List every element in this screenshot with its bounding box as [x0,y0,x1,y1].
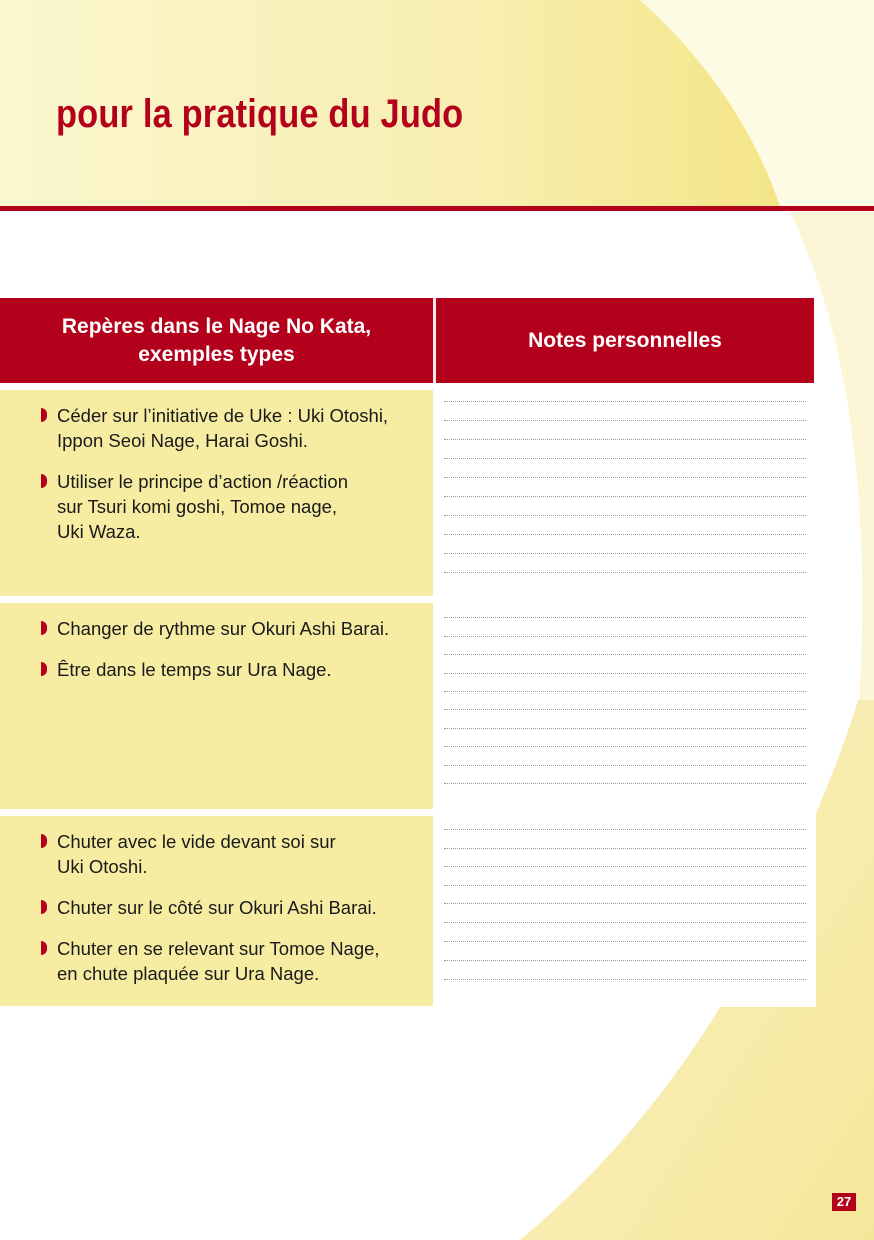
note-line [444,636,806,637]
note-line [444,848,806,849]
column-header-reperes [0,298,433,383]
note-line [444,496,806,497]
column-header-notes-text: Notes personnelles [528,328,722,352]
note-line [444,553,806,554]
bullet-marker-icon [41,621,47,635]
note-line [444,420,806,421]
bullet-marker-icon [41,474,47,488]
note-line [444,654,806,655]
list-item [40,829,423,879]
note-line [444,765,806,766]
table-row-3-notes[interactable] [436,813,816,1007]
list-item [40,403,423,453]
list-item [40,657,423,682]
bullet-marker-icon [41,834,47,848]
page-number: 27 [832,1193,856,1211]
note-line [444,534,806,535]
list-item [40,936,423,986]
note-line [444,401,806,402]
list-item-text: Chuter sur le côté sur Okuri Ashi Barai. [57,897,377,918]
list-item-text: Céder sur l’initiative de Uke : Uki Otoshi, Ippon Seoi Nage, Harai Goshi. [57,405,389,451]
list-item-text: Changer de rythme sur Okuri Ashi Barai. [57,618,390,639]
table-row-1-notes[interactable] [436,383,816,603]
list-item [40,895,423,920]
table-row-1-reperes [0,390,433,596]
note-line [444,746,806,747]
list-item-text: Chuter en se relevant sur Tomoe Nage, en chute plaquée sur Ura Nage. [57,938,380,984]
note-line [444,439,806,440]
list-item-text: Être dans le temps sur Ura Nage. [57,659,332,680]
note-line [444,515,806,516]
table-row-3-reperes [0,816,433,1006]
note-line [444,709,806,710]
note-line [444,829,806,830]
note-line [444,885,806,886]
note-line [444,922,806,923]
list-item-text: Utiliser le principe d’action /réaction sur Tsuri komi goshi, Tomoe nage, Uki Waza. [57,471,348,542]
title-divider [0,206,874,211]
page-title: pour la pratique du Judo [56,92,464,136]
note-line [444,903,806,904]
bullet-marker-icon [41,408,47,422]
note-line [444,617,806,618]
bullet-marker-icon [41,941,47,955]
table-row-2-reperes [0,603,433,809]
column-header-reperes-text: Repères dans le Nage No Kata, exemples types [61,314,372,366]
bullet-marker-icon [41,662,47,676]
note-line [444,728,806,729]
table-row-2-notes[interactable] [436,603,816,813]
note-line [444,477,806,478]
list-item [40,469,423,544]
column-header-notes [436,298,814,383]
note-line [444,979,806,980]
note-line [444,783,806,784]
note-line [444,866,806,867]
list-item [40,616,423,641]
note-line [444,941,806,942]
note-line [444,458,806,459]
bullet-marker-icon [41,900,47,914]
note-line [444,691,806,692]
note-line [444,673,806,674]
note-line [444,572,806,573]
note-line [444,960,806,961]
list-item-text: Chuter avec le vide devant soi sur Uki Otoshi. [57,831,336,877]
